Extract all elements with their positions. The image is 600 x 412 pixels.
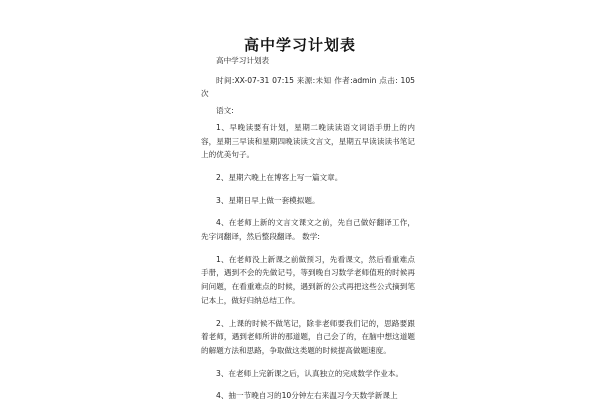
paragraph: 4、在老师上新的文言文课文之前，先自己做好翻译工作，先字词翻译，然后整段翻译。 数学: [201,218,415,242]
paragraph: 2、上课的时候不做笔记，除非老师要我们记的，思路要跟着老师，遇到老师所讲的那道题，自己会了的，在脑中想这道题的解题方法和思路，争取做这类题的时候提高做题速度。 [201,318,415,355]
paragraph: 3、在老师上完新课之后，认真独立的完成数学作业本。 [216,368,404,378]
subtitle: 高中学习计划表 [216,56,270,65]
meta-line: 时间:XX-07-31 07:15 来源:未知 作者:admin 点击: 105次 [201,75,415,99]
paragraph: 1、早晚读要有计划，星期二晚读读语文词语手册上的内容，星期三早读和星期四晚读读文言文，星期五早读读读书笔记上的优美句子。 [201,122,415,160]
paragraph: 1、在老师没上新课之前做预习，先看课文，然后看重难点手册，遇到不会的先做记号，等到晚自习数学老师值班的时候再问问题，在看重难点的时候，遇到新的公式再把这些公式摘到笔记本上，做好归纳总结工作。 [201,254,415,305]
paragraph: 4、抽一节晚自习的10分钟左右来温习今天数学新课上 [216,391,398,401]
paragraph: 2、星期六晚上在博客上写一篇文章。 [216,172,343,182]
document-body [201,54,415,412]
paragraph: 3、星期日早上做一套模拟题。 [216,195,320,205]
page-title: 高中学习计划表 [243,36,356,54]
section-heading-chinese: 语文: [216,106,234,116]
